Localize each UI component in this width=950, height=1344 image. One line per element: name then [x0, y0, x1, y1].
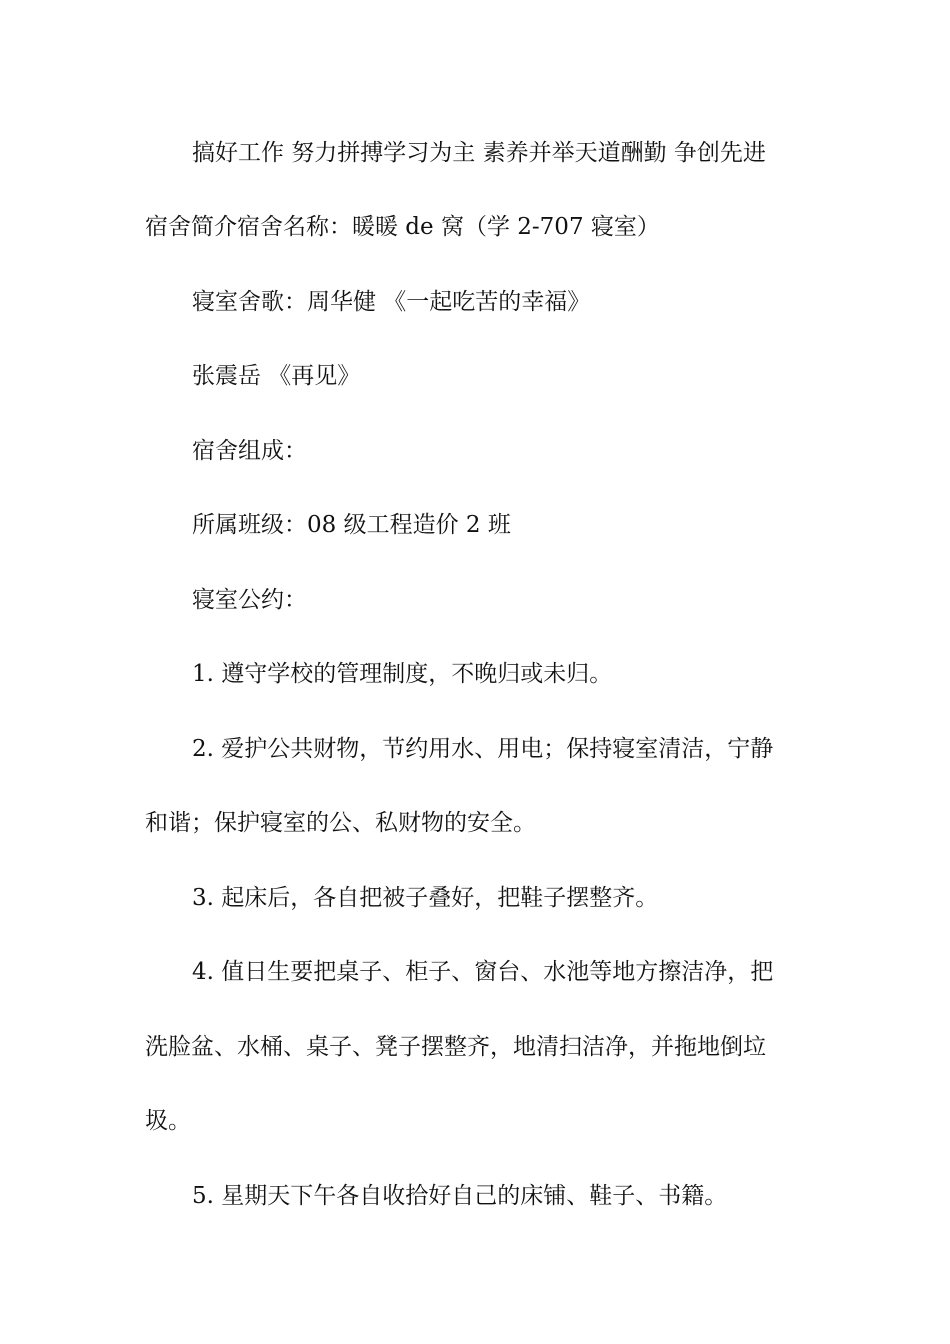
rule-4-continued-2: 圾。	[145, 1108, 191, 1134]
rule-5: 5. 星期天下午各自收拾好自己的床铺、鞋子、书籍。	[192, 1183, 728, 1209]
rule-3: 3. 起床后，各自把被子叠好，把鞋子摆整齐。	[192, 885, 659, 911]
rule-4-continued: 洗脸盆、水桶、桌子、凳子摆整齐，地清扫洁净，并拖地倒垃	[145, 1034, 766, 1060]
class-line: 所属班级：08 级工程造价 2 班	[192, 512, 511, 538]
dorm-intro-line: 宿舍简介宿舍名称：暖暖 de 窝（学 2-707 寝室）	[145, 214, 660, 240]
rule-2-continued: 和谐；保护寝室的公、私财物的安全。	[145, 810, 536, 836]
dorm-song-line: 寝室舍歌：周华健 《一起吃苦的幸福》	[192, 289, 591, 315]
rule-2: 2. 爱护公共财物，节约用水、用电；保持寝室清洁，宁静	[192, 736, 774, 762]
dorm-song-line-2: 张震岳 《再见》	[192, 363, 361, 389]
slogan-line: 搞好工作 努力拼搏学习为主 素养并举天道酬勤 争创先进	[192, 140, 766, 166]
rule-1: 1. 遵守学校的管理制度，不晚归或未归。	[192, 661, 613, 687]
dorm-members-heading: 宿舍组成：	[192, 438, 307, 464]
dorm-rules-heading: 寝室公约：	[192, 587, 307, 613]
rule-4: 4. 值日生要把桌子、柜子、窗台、水池等地方擦洁净，把	[192, 959, 774, 985]
